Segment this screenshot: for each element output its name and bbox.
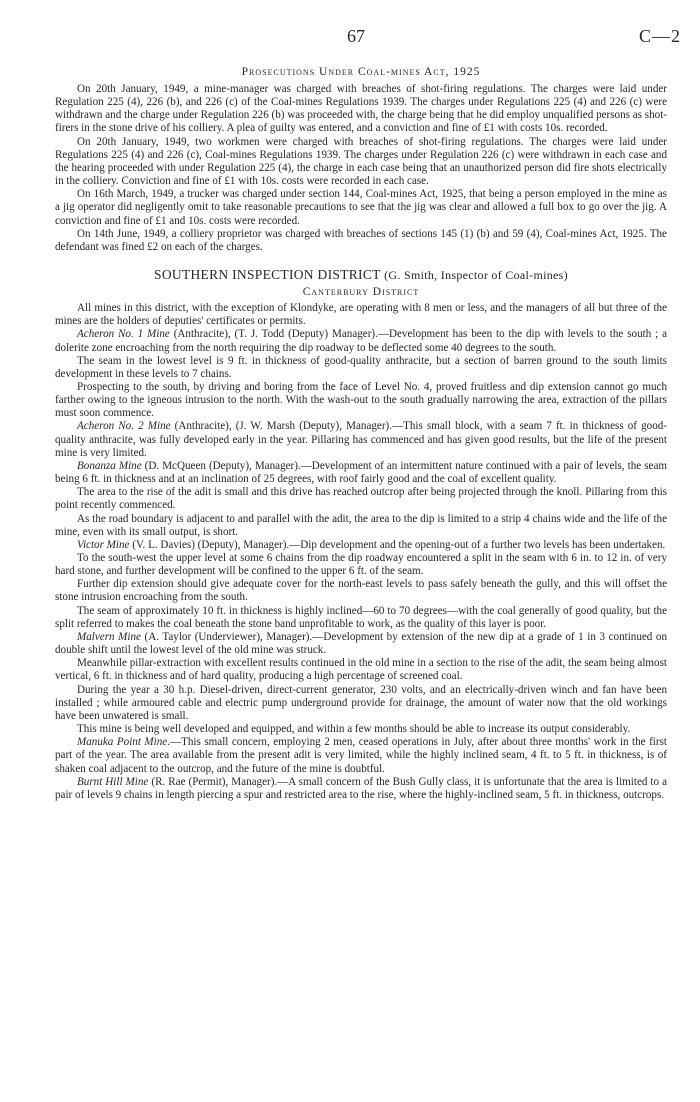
paragraph: Meanwhile pillar-extraction with excellent results continued in the old mine in a section to the rise of the adit, the seam being almost vertical, 6 ft. in thickness and of hard quality, producing a high percentage of screened coal.: [55, 657, 667, 683]
section-code: C—2: [638, 26, 681, 46]
mine-name: Burnt Hill Mine: [77, 775, 149, 788]
paragraph: [55, 631, 667, 657]
paragraph: The seam in the lowest level is 9 ft. in thickness of good-quality anthracite, but a section of barren ground to the south limits development in these levels to 7 chains.: [55, 354, 667, 380]
mine-name: Victor Mine: [77, 538, 130, 551]
mine-text: (D. McQueen (Deputy), Manager).—Development of an intermittent nature continued with a pair of levels, the seam being 6 ft. in thickness and at an inclination of 25 degrees, with roof fairly good and the coal of excellent quality.: [55, 459, 667, 486]
mine-name: Manuka Point Mine: [77, 736, 168, 749]
district-title: SOUTHERN INSPECTION DISTRICT: [154, 267, 381, 283]
page-number: 67: [347, 26, 365, 46]
mine-text: (R. Rae (Permit), Manager).—A small concern of the Bush Gully class, it is unfortunate that the area is limited to a pair of levels 9 chains in length piercing a spur and restricted area to the rise, where the highly-inclined seam, 5 ft. in thickness, outcrops.: [55, 775, 667, 801]
paragraph: [55, 328, 667, 354]
page: [55, 26, 681, 802]
paragraph: [55, 539, 667, 552]
mine-name: Acheron No. 2 Mine: [77, 420, 171, 433]
paragraph: The seam of approximately 10 ft. in thickness is highly inclined—60 to 70 degrees—with the coal generally of good quality, but the split referred to makes the coal beneath the stone band unprofitable to work, as the quality of this layer is poor.: [55, 604, 667, 630]
paragraph: On 14th June, 1949, a colliery proprietor was charged with breaches of sections 145 (1) (b) and 59 (4), Coal-mines Act, 1925. The defendant was fined £2 on each of the charges.: [55, 227, 667, 253]
page-header: [55, 26, 681, 52]
paragraph: All mines in this district, with the exception of Klondyke, are operating with 8 men or less, and the managers of all but three of the mines are the holders of deputies' certificates or permits.: [55, 302, 667, 328]
mine-name: Malvern Mine: [77, 630, 141, 643]
paragraph: On 20th January, 1949, two workmen were charged with breaches of shot-firing regulations. The charges were laid under Regulations 225 (4) and 226 (c), Coal-mines Regulations 1939. The charges under Regulation 226 (c) were withdrawn in each case and the hearing proceeded with under Regulation 225 (4), the charge in each case being that an unauthorized person did fire shots electrically in the colliery. Conviction and fine of £1 with 10s. costs were recorded in each case.: [55, 135, 667, 188]
mine-text: (A. Taylor (Underviewer), Manager).—Development by extension of the new dip at a grade of 1 in 3 continued on double shift until the lowest level of the old mine was struck.: [55, 630, 667, 657]
inspector-name: (G. Smith, Inspector of Coal-mines): [384, 268, 568, 283]
subdistrict-heading: Canterbury District: [302, 286, 420, 299]
paragraph: The area to the rise of the adit is small and this drive has reached outcrop after being projected through the knoll. Pillaring from this point recently commenced.: [55, 486, 667, 512]
mine-name: Bonanza Mine: [77, 459, 142, 472]
mine-text: (V. L. Davies) (Deputy), Manager).—Dip development and the opening-out of a further two levels has been undertaken.: [129, 538, 666, 551]
paragraph: [55, 420, 667, 459]
paragraph: To the south-west the upper level at some 6 chains from the dip roadway encountered a split in the seam with 6 in. to 12 in. of very hard stone, and further development will be confined to the upper 6 ft. of the seam.: [55, 552, 667, 578]
paragraph: On 16th March, 1949, a trucker was charged under section 144, Coal-mines Act, 1925, that being a person employed in the mine as a jig operator did negligently omit to take reasonable precautions to see that the jig was clear and allowed a full box to go over the jig. A conviction and fine of £1 and 10s. costs were recorded.: [55, 188, 667, 227]
paragraph: This mine is being well developed and equipped, and within a few months should be able to increase its output considerably.: [77, 723, 631, 736]
mine-text: .—This small concern, employing 2 men, ceased operations in July, after about three months' work in the first part of the year. The area available from the present adit is very limited, while the highly inclined seam, 4 ft. to 5 ft. in thickness, is of shaken coal adjacent to the outcrop, and the future of the mine is doubtful.: [55, 736, 667, 775]
paragraph: [55, 736, 667, 775]
mine-text: (Anthracite), (T. J. Todd (Deputy) Manager).—Development has been to the dip with levels to the south ; a dolerite zone encroaching from the north requiring the dip roadway to be deflected some 40 degrees to the south.: [55, 328, 667, 354]
mine-name: Acheron No. 1 Mine: [77, 328, 170, 341]
paragraph: Prospecting to the south, by driving and boring from the face of Level No. 4, proved fruitless and dip extension cannot go much farther owing to the igneous intrusion to the north. With the wash-out to the south gradually narrowing the area, extraction of the pillars must soon commence.: [55, 380, 667, 420]
paragraph: [55, 776, 667, 802]
district-heading: [55, 267, 667, 283]
paragraph: As the road boundary is adjacent to and parallel with the adit, the area to the dip is limited to a strip 4 chains wide and the life of the mine, even with its small output, is short.: [55, 512, 667, 538]
paragraph: [55, 460, 667, 486]
mine-text: (Anthracite), (J. W. Marsh (Deputy), Manager).—This small block, with a seam 7 ft. in thickness of good-quality anthracite, was fully developed early in the year. Pillaring has commenced and has given good results, but the life of the present mine is very limited.: [55, 420, 667, 459]
paragraph: On 20th January, 1949, a mine-manager was charged with breaches of shot-firing regulations. The charges were laid under Regulation 225 (4), 226 (b), and 226 (c) of the Coal-mines Regulations 1939. The charges under Regulations 225 (4) and 226 (c) were withdrawn and the charge under Regulation 226 (b) was proceeded with, the charge being that he did employ unqualified persons as shot-firers in the stone drive of his colliery. A plea of guilty was entered, and a conviction and fine of £1 with costs 10s. recorded.: [55, 83, 667, 135]
paragraph: Further dip extension should give adequate cover for the north-east levels to pass safely beneath the gully, and this will offset the stone intrusion encroaching from the south.: [55, 578, 667, 604]
paragraph: During the year a 30 h.p. Diesel-driven, direct-current generator, 230 volts, and an electrically-driven winch and fan have been installed ; while armoured cable and electric pump underground provide for drainage, the amount of water now that the old workings have been unwatered is small.: [55, 683, 667, 722]
section-title-prosecutions: Prosecutions Under Coal-mines Act, 1925: [241, 66, 481, 78]
